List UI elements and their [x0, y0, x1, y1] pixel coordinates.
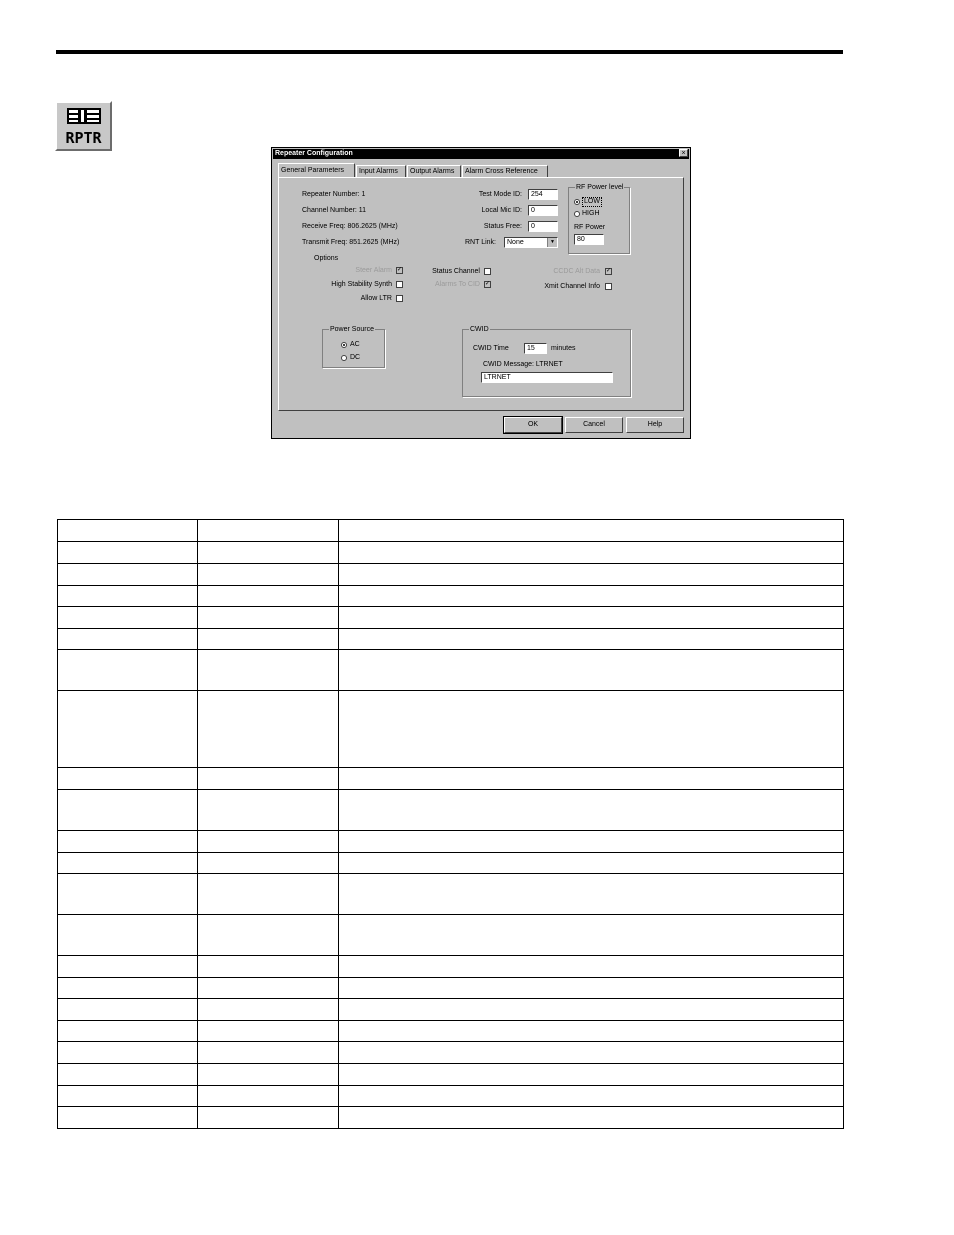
table-cell	[339, 629, 844, 650]
table-cell	[58, 999, 198, 1021]
chevron-down-icon[interactable]: ▼	[547, 238, 557, 247]
table-cell	[339, 915, 844, 956]
table-cell	[198, 999, 339, 1021]
cwid-time-label: CWID Time	[473, 345, 509, 352]
parameter-table	[57, 519, 844, 1129]
table-cell	[339, 831, 844, 853]
table-cell	[339, 1107, 844, 1129]
cwid-title: CWID	[470, 326, 489, 333]
table-row	[58, 1107, 844, 1129]
table-row	[58, 978, 844, 999]
cwid-time-input[interactable]: 15	[524, 343, 547, 354]
table-cell	[339, 999, 844, 1021]
table-cell	[198, 978, 339, 999]
table-cell	[58, 586, 198, 607]
channel-number: Channel Number: 11	[302, 207, 367, 214]
table-row	[58, 853, 844, 874]
table-row	[58, 915, 844, 956]
allow-ltr-checkbox[interactable]	[396, 295, 403, 302]
table-cell	[198, 586, 339, 607]
tab-output-alarms[interactable]: Output Alarms	[407, 165, 461, 177]
table-cell	[339, 853, 844, 874]
table-cell	[198, 629, 339, 650]
table-cell	[198, 874, 339, 915]
table-cell	[339, 978, 844, 999]
table-cell	[58, 691, 198, 768]
power-dc-radio[interactable]	[341, 355, 347, 361]
cwid-message-input[interactable]: LTRNET	[481, 372, 613, 383]
alarms-to-cid-checkbox[interactable]: ✓	[485, 281, 491, 287]
table-cell	[198, 915, 339, 956]
table-cell	[198, 1042, 339, 1064]
table-cell	[339, 768, 844, 790]
table-cell	[339, 691, 844, 768]
local-mic-label: Local Mic ID:	[481, 207, 522, 214]
table-row	[58, 956, 844, 978]
status-free-label: Status Free:	[483, 223, 522, 230]
xmit-channel-info-label: Xmit Channel Info	[544, 283, 600, 290]
table-row	[58, 542, 844, 564]
rf-power-input[interactable]: 80	[574, 234, 604, 245]
table-cell	[198, 1086, 339, 1107]
rf-high-radio[interactable]	[574, 211, 580, 217]
table-cell	[198, 691, 339, 768]
table-cell	[339, 607, 844, 629]
rptr-icon-label: RPTR	[65, 129, 102, 147]
table-cell	[198, 790, 339, 831]
cwid-time-unit: minutes	[551, 345, 576, 352]
receive-freq: Receive Freq: 806.2625 (MHz)	[302, 223, 398, 230]
table-cell	[198, 768, 339, 790]
power-source-group	[322, 326, 385, 368]
table-row	[58, 650, 844, 691]
alarms-to-cid-label: Alarms To CID	[435, 281, 480, 288]
table-cell	[339, 564, 844, 586]
power-ac-radio[interactable]	[341, 342, 347, 348]
panel-grid-icon	[67, 108, 101, 124]
table-row	[58, 1064, 844, 1086]
table-row	[58, 586, 844, 607]
cancel-button[interactable]: Cancel	[565, 417, 623, 433]
table-row	[58, 691, 844, 768]
table-cell	[198, 853, 339, 874]
rf-low-radio[interactable]	[574, 199, 580, 205]
repeater-number: Repeater Number: 1	[302, 191, 366, 198]
table-cell	[198, 520, 339, 542]
table-cell	[339, 586, 844, 607]
table-cell	[58, 956, 198, 978]
table-cell	[58, 564, 198, 586]
steer-alarm-label: Steer Alarm	[355, 267, 392, 274]
general-parameters-panel	[278, 177, 684, 411]
high-stability-checkbox[interactable]	[396, 281, 403, 288]
table-cell	[58, 768, 198, 790]
table-cell	[339, 956, 844, 978]
rnt-link-value: None	[507, 239, 524, 246]
repeater-configuration-dialog	[271, 147, 691, 439]
xmit-channel-info-checkbox[interactable]	[605, 283, 612, 290]
ccdc-alt-data-label: CCDC Alt Data	[553, 268, 600, 275]
table-cell	[339, 1086, 844, 1107]
table-row	[58, 790, 844, 831]
table-cell	[339, 874, 844, 915]
ccdc-alt-data-checkbox[interactable]: ✓	[606, 268, 612, 274]
table-cell	[58, 650, 198, 691]
table-cell	[58, 542, 198, 564]
table-row	[58, 1086, 844, 1107]
table-cell	[339, 1021, 844, 1042]
table-cell	[58, 520, 198, 542]
table-row	[58, 768, 844, 790]
table-row	[58, 1021, 844, 1042]
table-row	[58, 874, 844, 915]
rf-low-label: LOW	[584, 198, 600, 205]
rf-power-title: RF Power level	[576, 184, 624, 191]
table-cell	[198, 831, 339, 853]
top-rule	[56, 50, 843, 54]
rf-power-group	[568, 184, 630, 254]
table-cell	[339, 790, 844, 831]
table-cell	[339, 1042, 844, 1064]
help-button[interactable]: Help	[626, 417, 684, 433]
cwid-group	[462, 326, 631, 397]
table-cell	[58, 978, 198, 999]
table-cell	[58, 1021, 198, 1042]
table-cell	[339, 520, 844, 542]
status-channel-checkbox[interactable]	[484, 268, 491, 275]
test-mode-label: Test Mode ID:	[478, 191, 522, 198]
local-mic-input[interactable]: 0	[528, 205, 558, 216]
table-cell	[58, 607, 198, 629]
table-row	[58, 564, 844, 586]
table-row	[58, 607, 844, 629]
table-cell	[198, 542, 339, 564]
tab-input-alarms[interactable]: Input Alarms	[356, 165, 406, 177]
table-cell	[58, 1107, 198, 1129]
test-mode-input[interactable]: 254	[528, 189, 558, 200]
rf-power-label: RF Power	[574, 224, 606, 231]
table-cell	[58, 629, 198, 650]
table-cell	[58, 853, 198, 874]
table-cell	[339, 1064, 844, 1086]
table-cell	[198, 564, 339, 586]
rnt-link-label: RNT Link:	[465, 239, 496, 246]
table-cell	[198, 607, 339, 629]
options-label: Options	[314, 255, 339, 262]
power-dc-label: DC	[350, 354, 361, 361]
table-cell	[198, 956, 339, 978]
status-free-input[interactable]: 0	[528, 221, 558, 232]
table-row	[58, 1042, 844, 1064]
table-row	[58, 999, 844, 1021]
table-row	[58, 520, 844, 542]
transmit-freq: Transmit Freq: 851.2625 (MHz)	[302, 239, 400, 246]
close-icon[interactable]: ×	[679, 149, 688, 157]
table-cell	[58, 1042, 198, 1064]
table-cell	[58, 790, 198, 831]
tab-general-parameters[interactable]: General Parameters	[278, 163, 355, 177]
power-ac-label: AC	[350, 341, 360, 348]
table-cell	[58, 874, 198, 915]
table-cell	[58, 831, 198, 853]
table-cell	[198, 1064, 339, 1086]
tab-alarm-cross-reference[interactable]: Alarm Cross Reference	[462, 165, 548, 177]
cwid-message-label: CWID Message: LTRNET	[483, 361, 563, 368]
rf-high-label: HIGH	[582, 210, 600, 217]
table-cell	[339, 650, 844, 691]
table-cell	[58, 915, 198, 956]
dialog-title: Repeater Configuration	[273, 149, 689, 159]
table-cell	[198, 1021, 339, 1042]
table-cell	[58, 1064, 198, 1086]
status-channel-label: Status Channel	[432, 268, 480, 275]
table-cell	[198, 1107, 339, 1129]
power-source-title: Power Source	[330, 326, 374, 333]
rptr-toolbar-icon[interactable]	[55, 101, 112, 151]
table-cell	[339, 542, 844, 564]
table-cell	[198, 650, 339, 691]
steer-alarm-checkbox[interactable]: ✓	[397, 267, 403, 273]
table-row	[58, 629, 844, 650]
allow-ltr-label: Allow LTR	[360, 295, 392, 302]
ok-button[interactable]: OK	[504, 417, 562, 433]
table-row	[58, 831, 844, 853]
table-cell	[58, 1086, 198, 1107]
rnt-link-select[interactable]	[504, 237, 558, 248]
high-stability-label: High Stability Synth	[331, 281, 392, 288]
